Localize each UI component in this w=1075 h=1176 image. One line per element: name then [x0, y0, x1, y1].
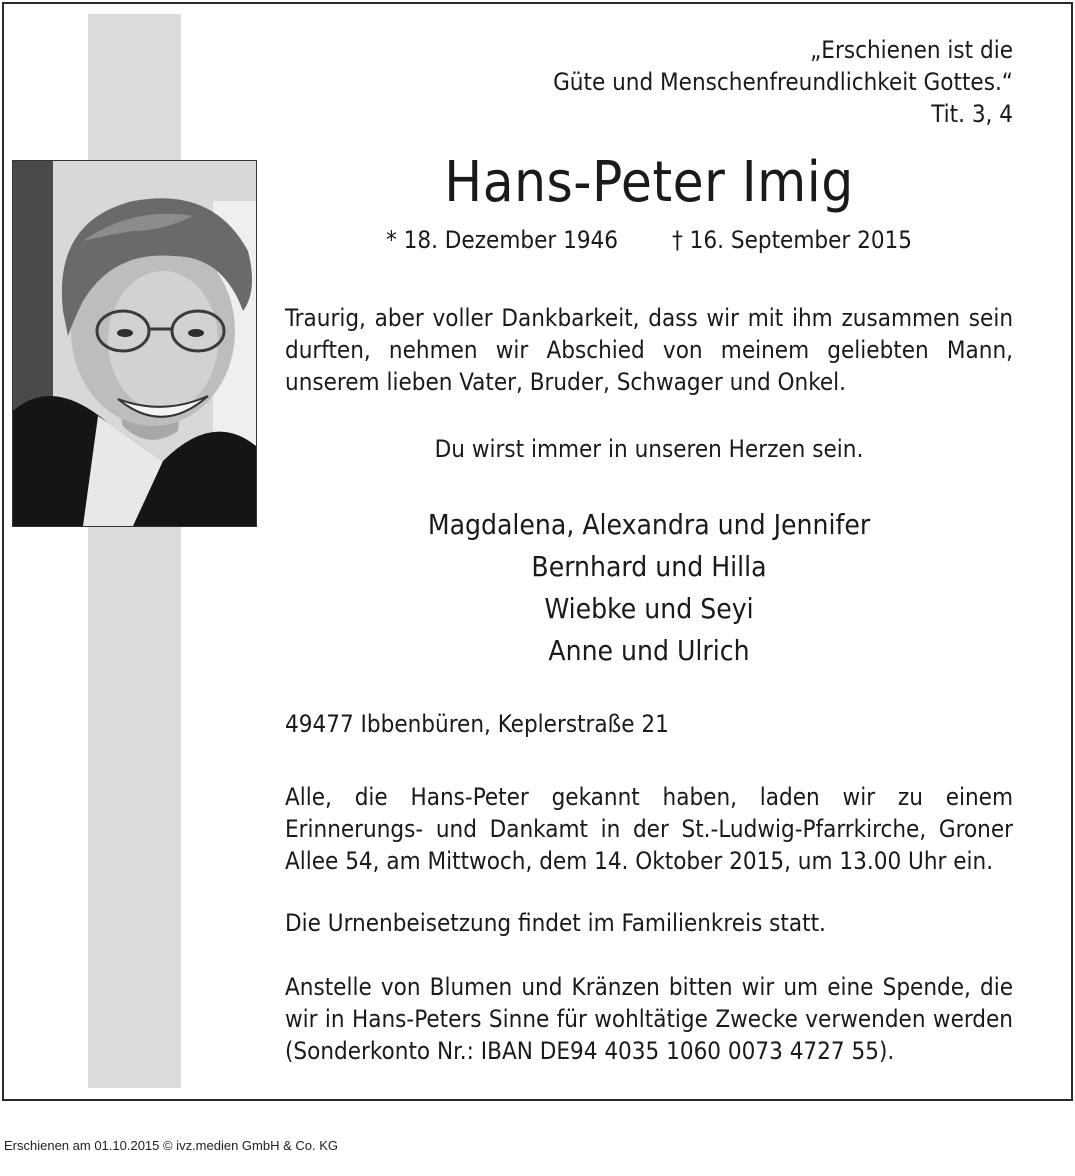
motto-line: Du wirst immer in unseren Herzen sein.: [434, 435, 864, 463]
family-member: Anne und Ulrich: [548, 634, 750, 667]
invitation-paragraph: Alle, die Hans-Peter gekannt haben, laden wir zu einem Erinnerungs- und Dankamt in der St.-Ludwig-Pfarrkirche, Groner Allee 54, am Mittwoch, dem 14. Oktober 2015, um 13.00 Uhr ein.: [285, 783, 1013, 875]
donation-paragraph: Anstelle von Blumen und Kränzen bitten wir um eine Spende, die wir in Hans-Peters Sinne für wohltätige Zwecke verwenden werden (Sonderkonto Nr.: IBAN DE94 4035 1060 0073 4727 55).: [285, 973, 1013, 1065]
quote-line: Güte und Menschenfreundlichkeit Gottes.“: [553, 68, 1013, 96]
family-list: [285, 504, 1013, 672]
birth-date: * 18. Dezember 1946: [385, 226, 619, 254]
bible-quote: [453, 34, 1013, 130]
publication-footer: Erschienen am 01.10.2015 © ivz.medien GmbH & Co. KG: [4, 1138, 339, 1153]
quote-reference: Tit. 3, 4: [931, 100, 1013, 128]
address-line: 49477 Ibbenbüren, Keplerstraße 21: [285, 710, 669, 738]
quote-line: „Erschienen ist die: [810, 36, 1013, 64]
portrait-photo: [12, 160, 257, 527]
life-dates: [283, 224, 1015, 256]
family-member: Bernhard und Hilla: [531, 550, 767, 583]
death-date: † 16. September 2015: [672, 226, 913, 254]
family-member: Wiebke und Seyi: [544, 592, 754, 625]
family-member: Magdalena, Alexandra und Jennifer: [427, 508, 871, 541]
intro-paragraph: Traurig, aber voller Dankbarkeit, dass wir mit ihm zusammen sein durften, nehmen wir Abschied von meinem geliebten Mann, unserem lieben Vater, Bruder, Schwager und Onkel.: [285, 304, 1013, 396]
burial-paragraph: Die Urnenbeisetzung findet im Familienkreis statt.: [285, 909, 826, 937]
deceased-name: Hans-Peter Imig: [444, 150, 854, 215]
